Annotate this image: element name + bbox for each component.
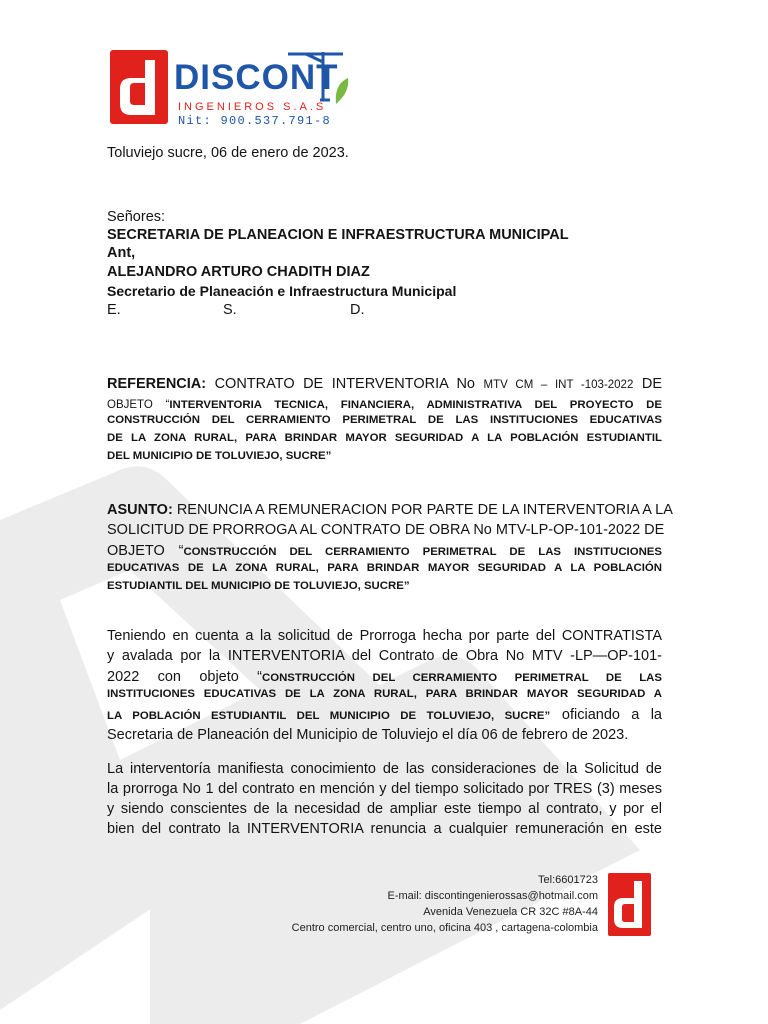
asunto-line-2: SOLICITUD DE PRORROGA AL CONTRATO DE OBRA No MTV-LP-OP-101-2022 DE	[107, 522, 665, 538]
para2-line-3: y siendo conscientes de la necesidad de ampliar este tiempo al contrato, y por el	[107, 801, 662, 817]
logo-wordmark: DISCONT	[174, 58, 339, 97]
addressee-ant: Ant,	[107, 245, 136, 261]
addressee-entity: SECRETARIA DE PLANEACION E INFRAESTRUCTURA MUNICIPAL	[107, 227, 569, 243]
asunto-line-5: ESTUDIANTIL DEL MUNICIPIO DE TOLUVIEJO, SUCRE”	[107, 580, 410, 592]
addressee-position: Secretario de Planeación e Infraestructura Municipal	[107, 283, 457, 299]
referencia-line-2: OBJETO “INTERVENTORIA TECNICA, FINANCIERA, ADMINISTRATIVA DEL PROYECTO DE	[107, 399, 663, 411]
para1-line-3: 2022 con objeto “CONSTRUCCIÓN DEL CERRAMIENTO PERIMETRAL DE LAS	[107, 669, 663, 685]
referencia-label: REFERENCIA:	[107, 376, 207, 392]
esd-d: D.	[350, 302, 365, 318]
para1-line-5: LA POBLACIÓN ESTUDIANTIL DEL MUNICIPIO DE TOLUVIEJO, SUCRE” oficiando a la	[107, 707, 662, 723]
referencia-line-5: DEL MUNICIPIO DE TOLUVIEJO, SUCRE”	[107, 450, 332, 462]
footer-address: Avenida Venezuela CR 32C #8A-44	[423, 906, 598, 918]
para1-line-4: INSTITUCIONES EDUCATIVAS DE LA ZONA RURAL, PARA BRINDAR MAYOR SEGURIDAD A	[107, 688, 662, 700]
place-date: Toluviejo sucre, 06 de enero de 2023.	[107, 145, 349, 161]
para2-line-4: bien del contrato la INTERVENTORIA renuncia a cualquier remuneración en este	[107, 821, 662, 837]
para1-line-6: Secretaria de Planeación del Municipio de Toluviejo el día 06 de febrero de 2023.	[107, 727, 629, 743]
referencia-line-1: REFERENCIA: CONTRATO DE INTERVENTORIA No MTV CM – INT -103-2022 DE	[107, 376, 662, 392]
para2-line-2: la prorroga No 1 del contrato en mención y del tiempo solicitado por TRES (3) meses	[107, 781, 662, 797]
esd-e: E.	[107, 302, 121, 318]
footer-logo	[608, 873, 651, 936]
footer-tel: Tel:6601723	[538, 874, 598, 886]
esd-s: S.	[223, 302, 237, 318]
footer-location: Centro comercial, centro uno, oficina 403 , cartagena-colombia	[291, 922, 598, 934]
salutation: Señores:	[107, 209, 166, 225]
asunto-line-3: OBJETO “CONSTRUCCIÓN DEL CERRAMIENTO PERIMETRAL DE LAS INSTITUCIONES	[107, 543, 662, 559]
company-logo	[108, 44, 353, 128]
addressee-name: ALEJANDRO ARTURO CHADITH DIAZ	[107, 264, 370, 280]
footer-email: E-mail: discontingenierossas@hotmail.com	[387, 890, 598, 902]
asunto-line-1: ASUNTO: RENUNCIA A REMUNERACION POR PARTE DE LA INTERVENTORIA A LA	[107, 502, 673, 518]
para1-line-2: y avalada por la INTERVENTORIA del Contrato de Obra No MTV -LP—OP-101-	[107, 648, 662, 664]
logo-nit: Nit: 900.537.791-8	[178, 114, 332, 128]
asunto-label: ASUNTO:	[107, 502, 173, 518]
para2-line-1: La interventoría manifiesta conocimiento de las consideraciones de la Solicitud de	[107, 761, 662, 777]
para1-line-1: Teniendo en cuenta a la solicitud de Prorroga hecha por parte del CONTRATISTA	[107, 628, 662, 644]
referencia-line-3: CONSTRUCCIÓN DEL CERRAMIENTO PERIMETRAL DE LAS INSTITUCIONES EDUCATIVAS	[107, 414, 662, 426]
logo-subtitle: INGENIEROS S.A.S	[178, 101, 327, 113]
referencia-line-4: DE LA ZONA RURAL, PARA BRINDAR MAYOR SEGURIDAD A LA POBLACIÓN ESTUDIANTIL	[107, 432, 662, 444]
asunto-line-4: EDUCATIVAS DE LA ZONA RURAL, PARA BRINDAR MAYOR SEGURIDAD A LA POBLACIÓN	[107, 562, 662, 574]
